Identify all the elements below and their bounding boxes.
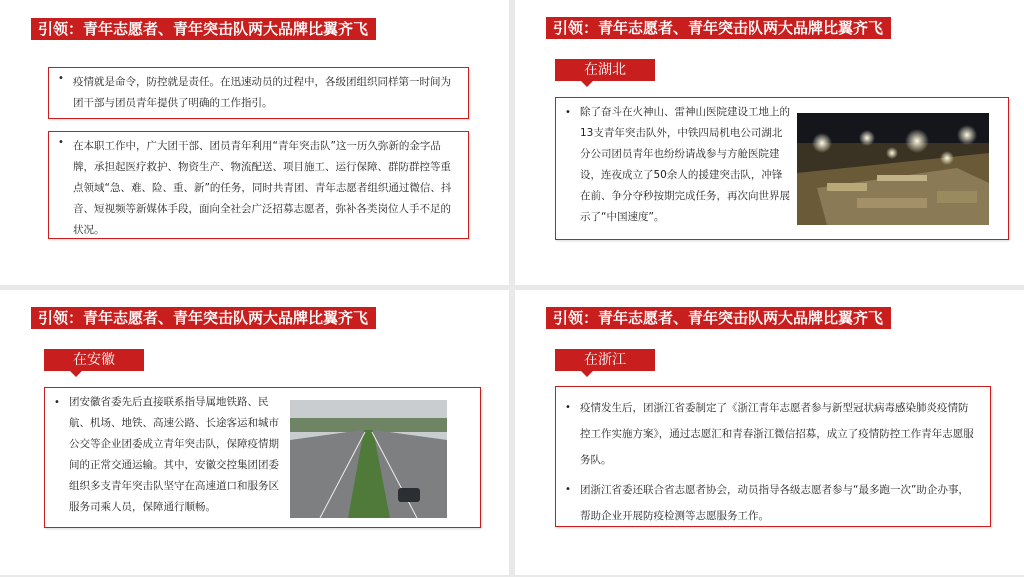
region-tag-zhejiang: 在浙江: [555, 349, 655, 371]
slide-3[interactable]: [0, 290, 509, 575]
slide-4[interactable]: [515, 290, 1024, 575]
paragraph: • 疫情就是命令，防控就是责任。在迅速动员的过程中，各级团组织同样第一时间为团干部与团员青年提供了明确的工作指引。: [49, 68, 468, 114]
construction-site-night-photo: [797, 113, 989, 225]
text-box-1: [48, 67, 469, 119]
region-tag-hubei: 在湖北: [555, 59, 655, 81]
paragraph: • 除了奋斗在火神山、雷神山医院建设工地上的13支青年突击队外，中铁四局机电公司湖北分公司团员青年也纷纷请战参与方舱医院建设，连夜成立了50余人的援建突击队，冲锋在前、争分夺秒按期完成任务，再次向世界展示了“中国速度”。: [556, 102, 790, 228]
slide-title: 引领：青年志愿者、青年突击队两大品牌比翼齐飞: [546, 307, 891, 329]
content-box: [555, 97, 1009, 240]
region-tag-anhui: 在安徽: [44, 349, 144, 371]
slide-title: 引领：青年志愿者、青年突击队两大品牌比翼齐飞: [31, 307, 376, 329]
content-box: [555, 386, 991, 527]
text-box-2: [48, 131, 469, 239]
highway-photo: [290, 400, 447, 518]
slide-2[interactable]: [515, 0, 1024, 285]
paragraph: • 在本职工作中，广大团干部、团员青年利用“青年突击队”这一历久弥新的金字品牌，承担起医疗救护、物资生产、物流配送、项目施工、运行保障、群防群控等重点领域“急、难、险、重、新”的任务，同时共青团、青年志愿者组织通过微信、抖音、短视频等新媒体手段，面向全社会广泛招募志愿者，弥补各类岗位人手不足的状况。: [49, 132, 468, 241]
slide-title: 引领：青年志愿者、青年突击队两大品牌比翼齐飞: [31, 18, 376, 40]
content-box: [44, 387, 481, 528]
paragraph-2: • 团浙江省委还联合省志愿者协会，动员指导各级志愿者参与“最多跑一次”助企办事，帮助企业开展防疫检测等志愿服务工作。: [556, 477, 976, 529]
slide-1[interactable]: [0, 0, 509, 285]
slide-title: 引领：青年志愿者、青年突击队两大品牌比翼齐飞: [546, 17, 891, 39]
paragraph-1: • 疫情发生后，团浙江省委制定了《浙江青年志愿者参与新型冠状病毒感染肺炎疫情防控工作实施方案》，通过志愿汇和青春浙江微信招募，成立了疫情防控工作青年志愿服务队。: [556, 395, 976, 473]
paragraph: • 团安徽省委先后直接联系指导属地铁路、民航、机场、地铁、高速公路、长途客运和城市公交等企业团委成立青年突击队，保障疫情期间的正常交通运输。其中，安徽交控集团团委组织多支青年突击队坚守在高速道口和服务区服务司乘人员，保障通行顺畅。: [45, 392, 284, 518]
